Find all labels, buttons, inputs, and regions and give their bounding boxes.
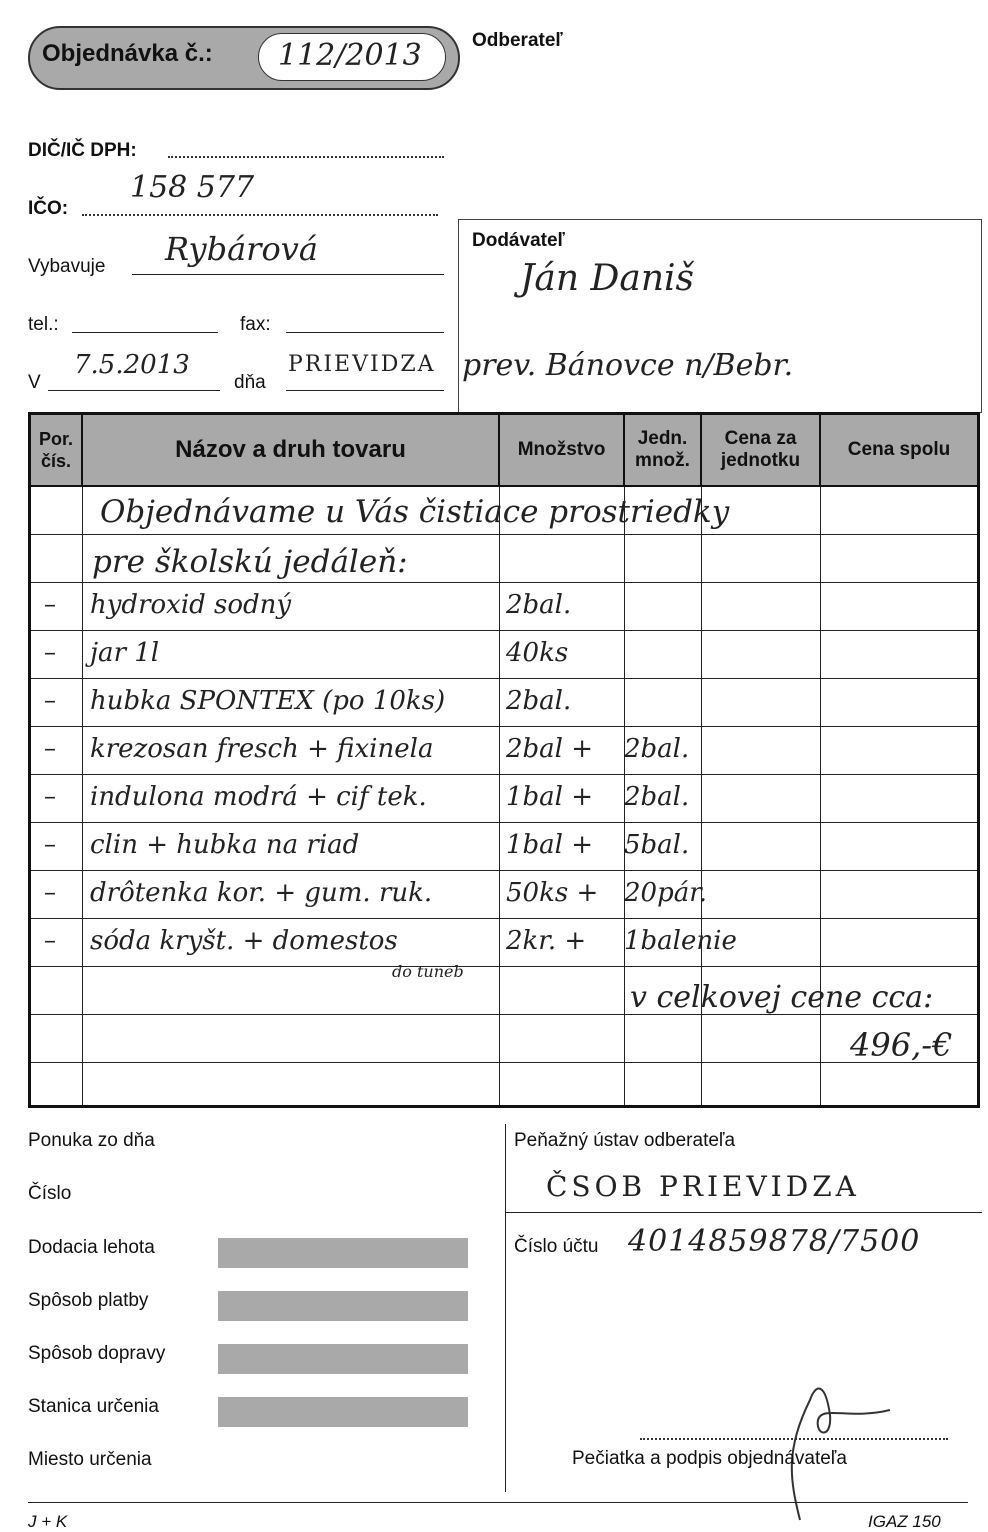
supplier-place: prev. Bánovce n/Bebr.	[462, 348, 794, 383]
customer-label: Odberateľ	[472, 30, 563, 51]
item-qty: 50ks +	[506, 878, 599, 908]
miesto-label: Miesto určenia	[28, 1449, 152, 1470]
cislo-label: Číslo	[28, 1183, 72, 1204]
fax-line	[286, 316, 444, 333]
item-unit: 1balenie	[624, 926, 737, 956]
row-divider	[31, 870, 977, 871]
col-divider	[82, 485, 83, 1105]
dodacia-field	[218, 1238, 468, 1268]
dic-label: DIČ/IČ DPH:	[28, 140, 137, 161]
signature-label: Pečiatka a podpis objednávateľa	[572, 1448, 847, 1469]
signature-mark	[740, 1360, 900, 1530]
dodacia-label: Dodacia lehota	[28, 1237, 155, 1258]
ico-value: 158 577	[130, 170, 255, 205]
item-qty: 2bal.	[506, 686, 572, 716]
ico-label: IČO:	[28, 198, 69, 219]
v-label: V	[28, 372, 41, 393]
item-dash: –	[44, 590, 56, 618]
stanica-field	[218, 1397, 468, 1427]
date-value: 7.5.2013	[74, 350, 190, 380]
vybavuje-value: Rybárová	[165, 230, 318, 268]
account-label: Číslo účtu	[514, 1236, 599, 1257]
row-divider	[31, 678, 977, 679]
header-por: Por. čís.	[31, 415, 83, 485]
item-unit: 2bal.	[624, 734, 690, 764]
footer-line	[28, 1502, 968, 1503]
col-divider	[499, 485, 500, 1105]
header-nazov: Názov a druh tovaru	[83, 415, 500, 485]
row-divider	[31, 630, 977, 631]
note-small: do tuneb	[392, 962, 464, 981]
row-divider	[31, 1062, 977, 1063]
bank-value: ČSOB PRIEVIDZA	[546, 1170, 860, 1203]
item-name: krezosan fresch + fixinela	[90, 734, 434, 764]
item-name: indulona modrá + cif tek.	[90, 782, 427, 812]
row-divider	[31, 822, 977, 823]
total-value: 496,-€	[850, 1026, 953, 1064]
item-dash: –	[44, 686, 56, 714]
item-dash: –	[44, 878, 56, 906]
item-dash: –	[44, 830, 56, 858]
item-dash: –	[44, 638, 56, 666]
account-value: 4014859878/7500	[628, 1224, 921, 1259]
supplier-name: Ján Daniš	[520, 258, 695, 299]
row-divider	[31, 774, 977, 775]
row-divider	[31, 485, 977, 487]
vybavuje-label: Vybavuje	[28, 256, 106, 277]
item-dash: –	[44, 782, 56, 810]
item-qty: 2bal +	[506, 734, 594, 764]
item-qty: 1bal +	[506, 830, 594, 860]
item-name: drôtenka kor. + gum. ruk.	[90, 878, 433, 908]
dopravy-field	[218, 1344, 468, 1374]
item-name: clin + hubka na riad	[90, 830, 360, 860]
item-qty: 2kr. +	[506, 926, 587, 956]
item-dash: –	[44, 926, 56, 954]
item-unit: 20pár.	[624, 878, 708, 908]
item-unit: 5bal.	[624, 830, 690, 860]
header-jedn: Jedn. množ.	[625, 415, 702, 485]
row-divider	[31, 726, 977, 727]
place-value: PRIEVIDZA	[288, 352, 436, 377]
intro-line-2: pre školskú jedáleň:	[92, 544, 408, 580]
item-name: hydroxid sodný	[90, 590, 292, 620]
item-unit: 2bal.	[624, 782, 690, 812]
item-qty: 1bal +	[506, 782, 594, 812]
fax-label: fax:	[240, 314, 271, 335]
bottom-divider	[505, 1124, 506, 1492]
order-number: 112/2013	[278, 38, 422, 73]
order-label: Objednávka č.:	[42, 40, 213, 67]
item-qty: 40ks	[506, 638, 569, 668]
header-mnozstvo: Množstvo	[500, 415, 625, 485]
item-name: jar 1l	[90, 638, 160, 668]
bank-underline	[506, 1212, 982, 1213]
supplier-label: Dodávateľ	[472, 230, 565, 251]
row-divider	[31, 966, 977, 967]
row-divider	[31, 582, 977, 583]
tel-line	[72, 316, 218, 333]
header-cena-spolu: Cena spolu	[821, 415, 977, 485]
dic-line	[168, 140, 444, 158]
total-label: v celkovej cene cca:	[630, 980, 934, 1015]
item-name: hubka SPONTEX (po 10ks)	[90, 686, 446, 716]
row-divider	[31, 534, 977, 535]
row-divider	[31, 918, 977, 919]
ponuka-label: Ponuka zo dňa	[28, 1130, 155, 1151]
bank-label: Peňažný ústav odberateľa	[514, 1130, 736, 1151]
stanica-label: Stanica určenia	[28, 1396, 159, 1417]
intro-line-1: Objednávame u Vás čistiace prostriedky	[100, 494, 730, 530]
item-qty: 2bal.	[506, 590, 572, 620]
platby-label: Spôsob platby	[28, 1290, 149, 1311]
dopravy-label: Spôsob dopravy	[28, 1343, 166, 1364]
item-name: sóda kryšt. + domestos	[90, 926, 398, 956]
tel-label: tel.:	[28, 314, 59, 335]
footer-left: J + K	[28, 1512, 68, 1531]
platby-field	[218, 1291, 468, 1321]
dna-label: dňa	[234, 372, 266, 393]
footer-right: IGAZ 150	[868, 1512, 941, 1531]
header-cena-jedn: Cena za jednotku	[702, 415, 821, 485]
item-dash: –	[44, 734, 56, 762]
